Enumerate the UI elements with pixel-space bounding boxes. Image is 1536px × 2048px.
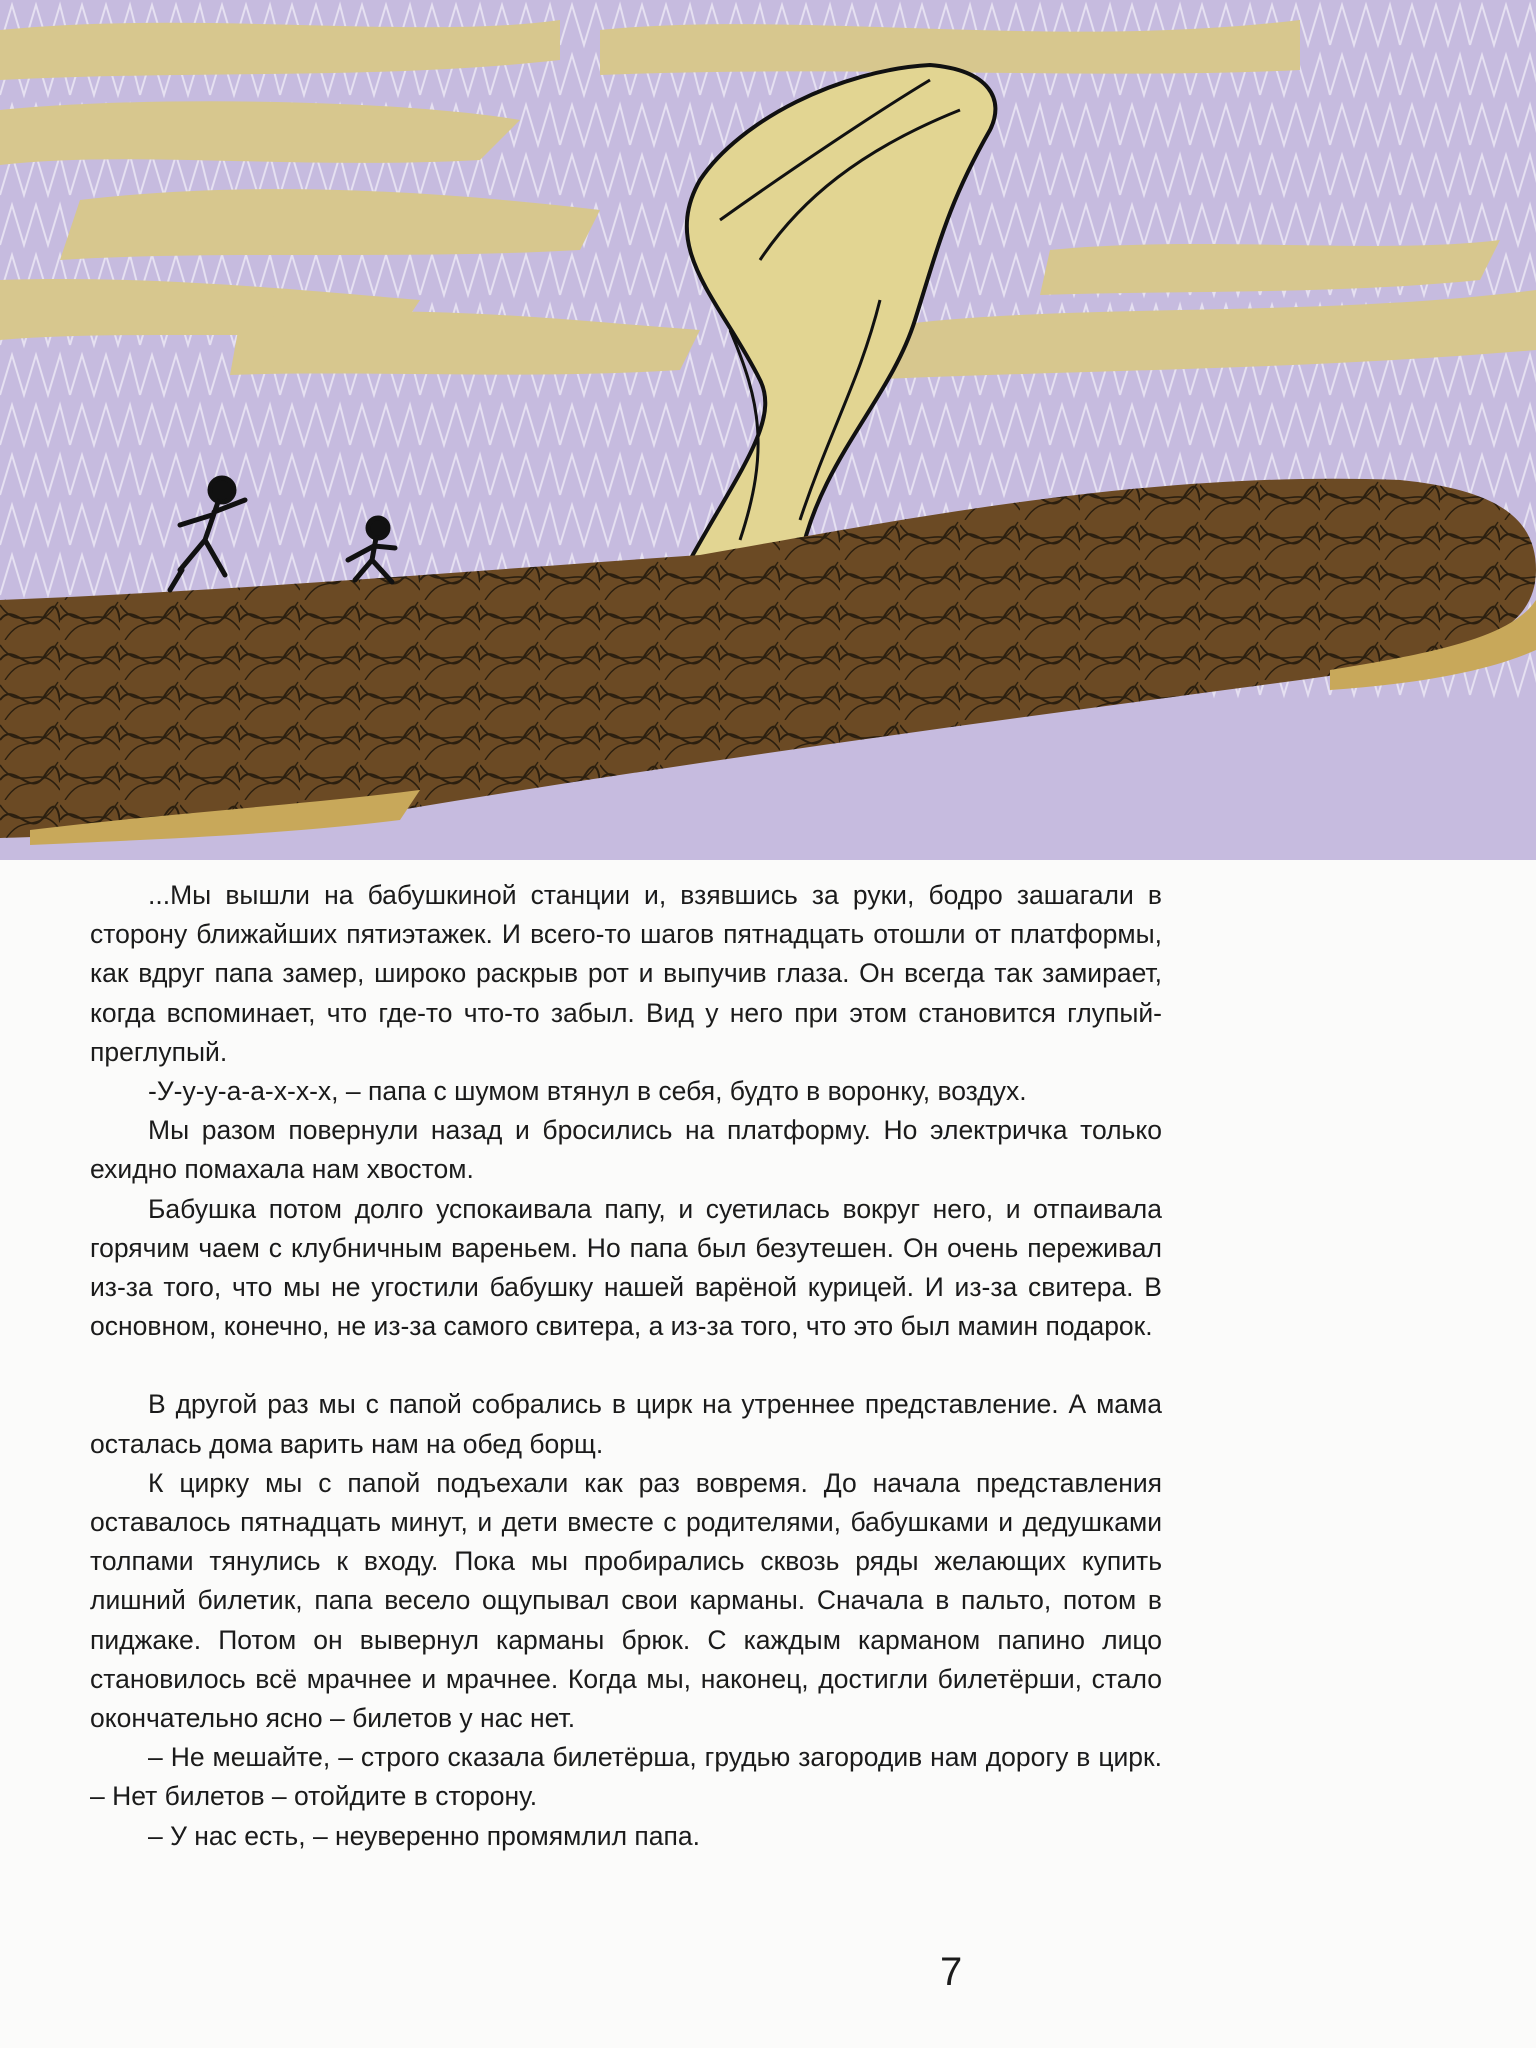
paragraph: – У нас есть, – неуверенно промямлил папа. xyxy=(148,1820,700,1851)
paragraph: – Не мешайте, – строго сказала билетёрша, грудью загородив нам дорогу в цирк. – Нет билетов – отойдите в сторону. xyxy=(90,1742,1162,1812)
story-illustration xyxy=(0,0,1536,860)
section-break xyxy=(90,1346,1162,1385)
story-text xyxy=(90,876,1162,1856)
paragraph: К цирку мы с папой подъехали как раз вовремя. До начала представления оставалось пятнадцать минут, и дети вместе с родителями, бабушками и дедушками толпами тянулись к входу. Пока мы пробирались сквозь ряды желающих купить лишний билетик, папа весело ощупывал свои карманы. Сначала в пальто, потом в пиджаке. Потом он вывернул карманы брюк. С каждым карманом папино лицо становилось всё мрачнее и мрачнее. Когда мы, наконец, достигли билетёрши, стало окончательно ясно – билетов у нас нет. xyxy=(90,1467,1162,1734)
paragraph: -У-у-у-а-а-х-х-х, – папа с шумом втянул в себя, будто в воронку, воздух. xyxy=(148,1076,1027,1107)
paragraph: В другой раз мы с папой собрались в цирк на утреннее представление. А мама осталась дома варить нам на обед борщ. xyxy=(90,1389,1162,1459)
page-number: 7 xyxy=(940,1950,963,1994)
paragraph: Бабушка потом долго успокаивала папу, и суетилась вокруг него, и отпаивала горячим чаем с клубничным вареньем. Но папа был безутешен. Он очень переживал из-за того, что мы не угостили бабушку нашей варёной курицей. И из-за свитера. В основном, конечно, не из-за самого свитера, а из-за того, что это был мамин подарок. xyxy=(90,1193,1162,1342)
paragraph: ...Мы вышли на бабушкиной станции и, взявшись за руки, бодро зашагали в сторону ближайших пятиэтажек. И всего-то шагов пятнадцать отошли от платформы, как вдруг папа замер, широко раскрыв рот и выпучив глаза. Он всегда так замирает, когда вспоминает, что где-то что-то забыл. Вид у него при этом становится глупый-преглупый. xyxy=(90,880,1162,1067)
paragraph: Мы разом повернули назад и бросились на платформу. Но электричка только ехидно помахала нам хвостом. xyxy=(90,1115,1162,1185)
